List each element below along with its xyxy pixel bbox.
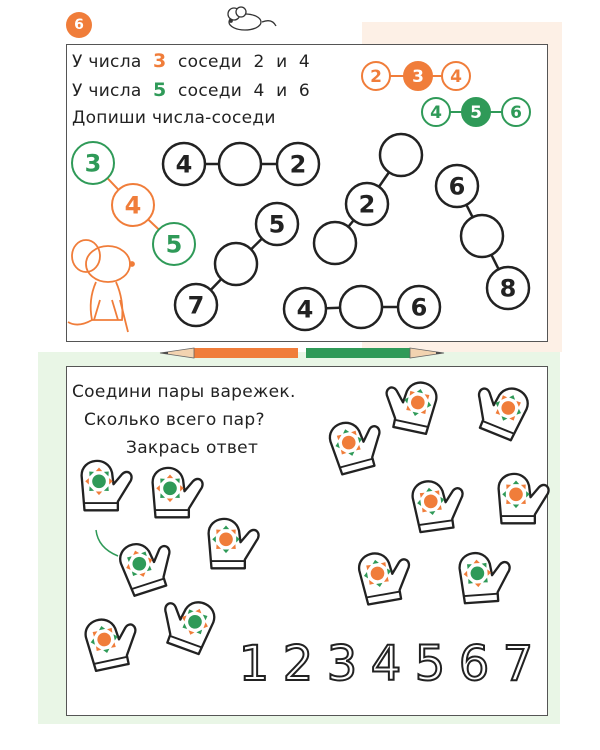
mitten-icon[interactable] [327, 414, 388, 475]
highlight-number: 5 [153, 79, 167, 101]
mitten-icon[interactable] [499, 474, 549, 523]
example-green-number: 5 [470, 103, 482, 124]
example-diag-number: 4 [124, 191, 142, 220]
chain-b-number: 5 [268, 210, 286, 239]
mitten-icon[interactable] [116, 534, 179, 596]
highlight-number: 3 [153, 50, 167, 72]
chain-b-connector [211, 279, 222, 290]
mouse-icon [68, 240, 134, 332]
task1-line2: У числа 5 соседи 4 и 6 [72, 79, 310, 101]
example-diag-number: 5 [165, 230, 183, 259]
chain-e-empty-circle[interactable] [340, 286, 382, 328]
answer-digit-6[interactable]: 6 [458, 636, 490, 692]
mouse-top-icon [228, 7, 276, 30]
mitten-icon[interactable] [83, 613, 142, 672]
example-orange-number: 2 [370, 67, 382, 88]
chain-a-number: 2 [289, 150, 307, 179]
chain-b-number: 7 [187, 291, 205, 320]
mitten-icon[interactable] [154, 592, 218, 656]
task1-line1: У числа 3 соседи 2 и 4 [72, 50, 310, 72]
chain-b-empty-circle[interactable] [215, 243, 257, 285]
chain-c-empty-circle[interactable] [380, 134, 422, 176]
mitten-icon[interactable] [459, 551, 512, 604]
example-diag-connector [148, 219, 159, 229]
mitten-icon[interactable] [467, 377, 532, 442]
answer-digit-4[interactable]: 4 [370, 636, 402, 692]
chain-d-number: 8 [499, 274, 517, 303]
answer-digit-7[interactable]: 7 [502, 636, 534, 692]
task2-line3: Закрась ответ [126, 438, 259, 458]
example-green-number: 6 [510, 103, 522, 124]
chain-c-empty-circle[interactable] [314, 222, 356, 264]
chain-d-empty-circle[interactable] [461, 215, 503, 257]
page-number: 6 [66, 12, 92, 38]
example-diag-connector [107, 178, 118, 190]
chain-d-connector [491, 255, 498, 269]
chain-c-number: 2 [358, 190, 376, 219]
chain-c-connector [379, 172, 389, 186]
task2-line2: Сколько всего пар? [84, 410, 265, 430]
chain-e-number: 6 [410, 293, 428, 322]
answer-digit-5[interactable]: 5 [414, 636, 446, 692]
pencil-green-icon [306, 348, 444, 358]
example-orange-number: 3 [412, 67, 424, 88]
chain-b-connector [251, 239, 262, 250]
pair-line [96, 530, 118, 556]
mitten-icon[interactable] [380, 376, 439, 435]
mitten-icon[interactable] [82, 461, 132, 510]
chain-c-connector [348, 220, 353, 227]
example-orange-number: 4 [450, 67, 462, 88]
chain-e-number: 4 [296, 295, 314, 324]
chain-a-number: 4 [175, 150, 193, 179]
answer-digit-2[interactable]: 2 [282, 636, 314, 692]
mitten-icon[interactable] [209, 519, 259, 568]
task1-line3: Допиши числа-соседи [72, 108, 276, 128]
task2-line1: Соедини пары варежек. [72, 382, 296, 402]
mitten-icon[interactable] [357, 548, 415, 605]
pencil-orange-icon [160, 348, 298, 358]
mitten-icon[interactable] [411, 477, 467, 533]
example-green-number: 4 [430, 103, 442, 124]
mitten-icon[interactable] [153, 468, 203, 517]
answer-digit-1[interactable]: 1 [238, 636, 270, 692]
chain-a-empty-circle[interactable] [219, 143, 261, 185]
chain-d-connector [466, 205, 472, 217]
chain-e-connector [326, 308, 340, 309]
example-diag-number: 3 [84, 149, 102, 178]
answer-digit-3[interactable]: 3 [326, 636, 358, 692]
chain-d-number: 6 [448, 172, 466, 201]
